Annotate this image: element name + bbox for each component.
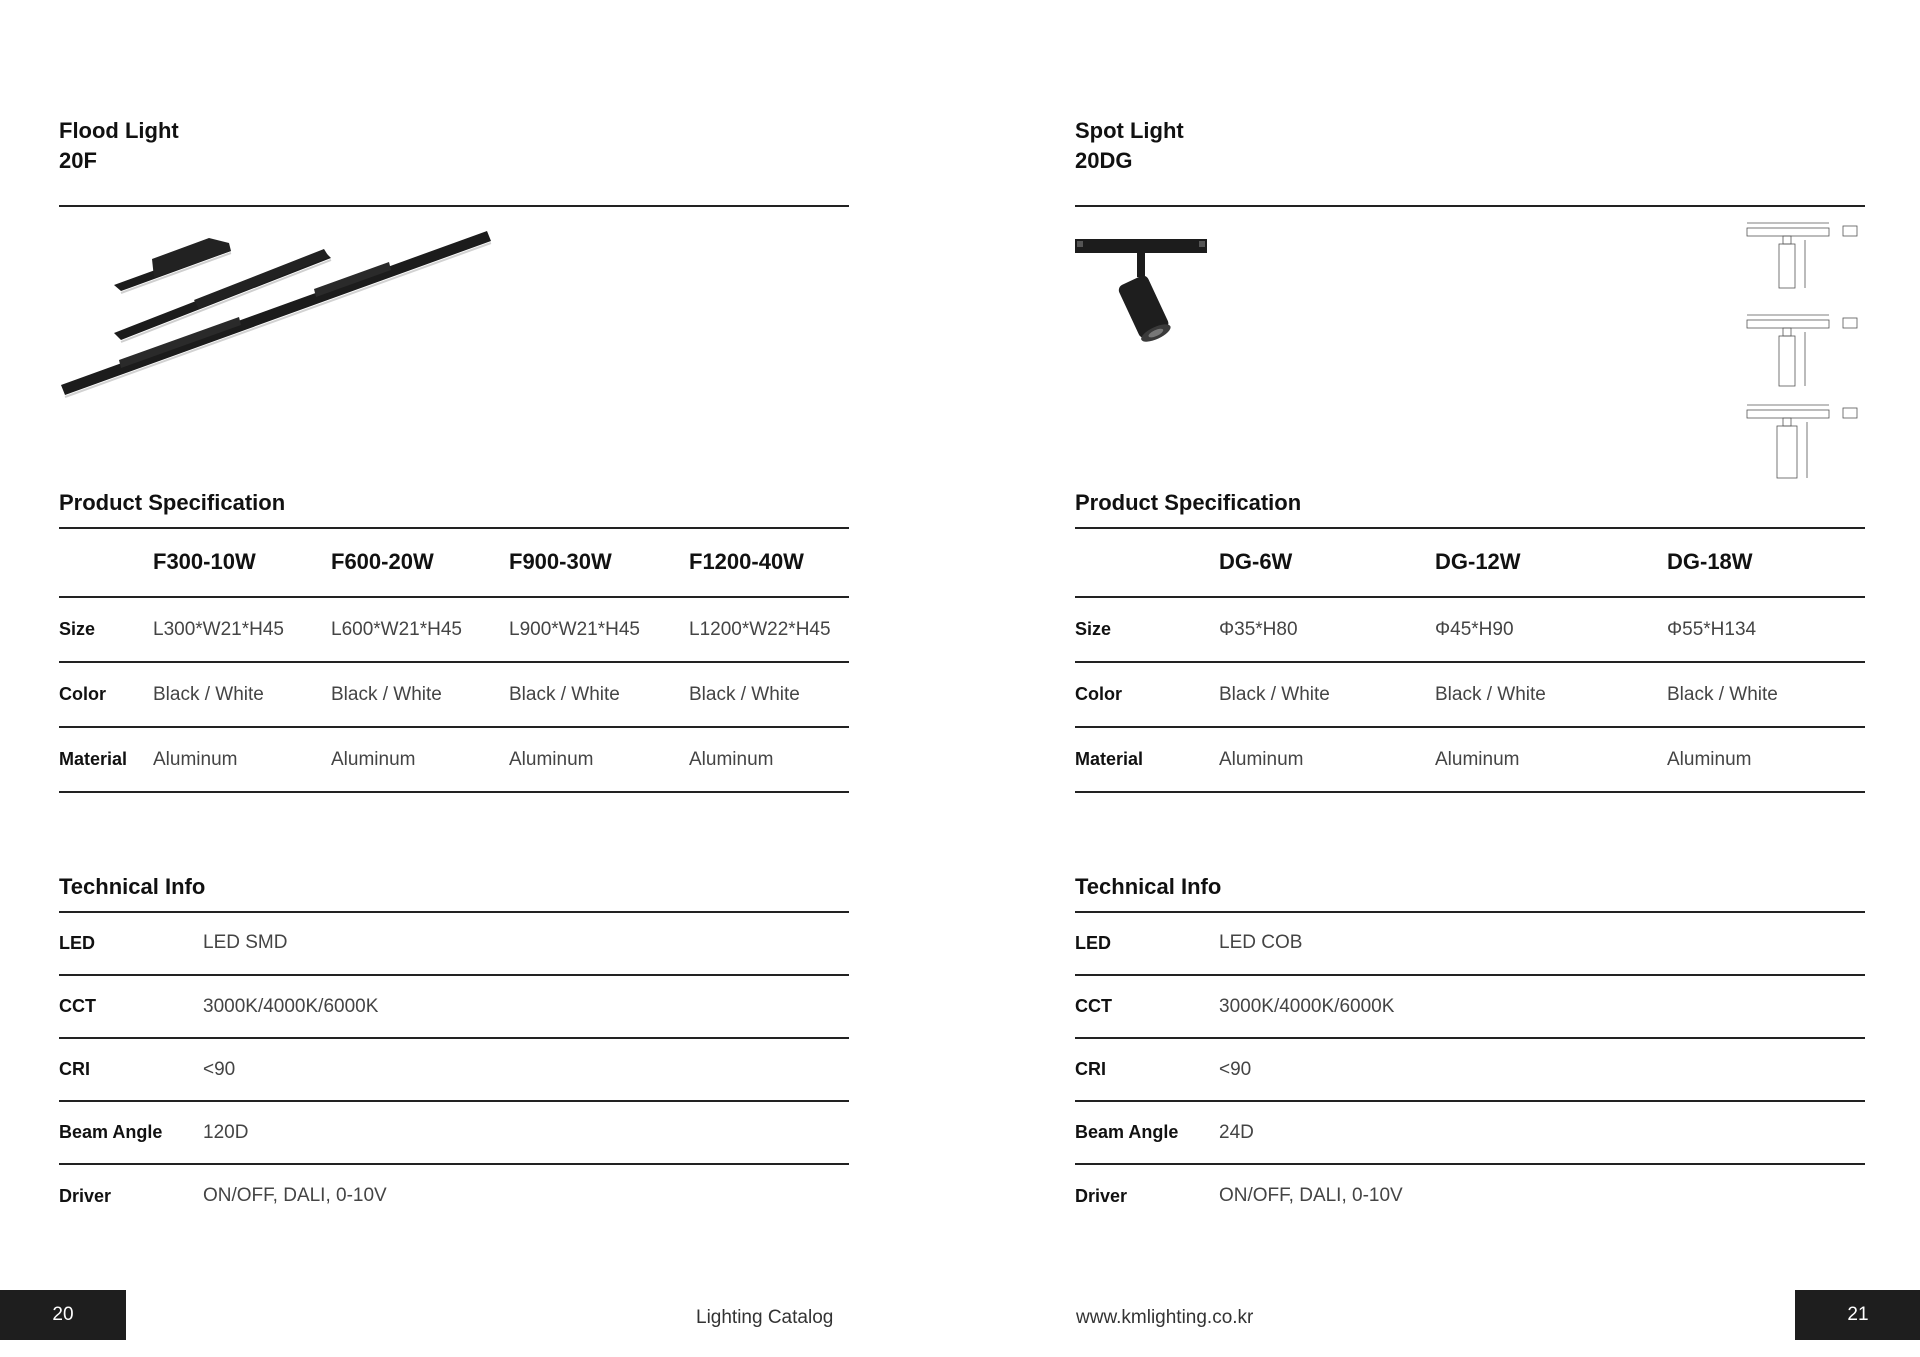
spec-cell: Aluminum bbox=[153, 748, 238, 770]
spec-header-empty bbox=[59, 527, 153, 597]
page-number-left: 20 bbox=[0, 1290, 126, 1340]
spec-row-material bbox=[59, 727, 849, 792]
spec-cell: Black / White bbox=[331, 683, 442, 705]
spec-cell: Black / White bbox=[1667, 683, 1778, 705]
tech-row-beam-angle bbox=[1075, 1101, 1865, 1164]
title-divider bbox=[59, 205, 849, 207]
technical-info-table bbox=[59, 912, 849, 1227]
tech-row-beam-angle bbox=[59, 1101, 849, 1164]
tech-row-cct bbox=[59, 975, 849, 1038]
spec-cell: Φ45*H90 bbox=[1435, 618, 1514, 640]
spec-row-label: Color bbox=[1075, 684, 1122, 704]
spec-column-header: F1200-40W bbox=[689, 548, 804, 574]
product-title bbox=[1075, 116, 1184, 176]
left-page bbox=[59, 0, 849, 1357]
spec-cell: Black / White bbox=[509, 683, 620, 705]
spec-table bbox=[59, 527, 849, 793]
tech-value: ON/OFF, DALI, 0-10V bbox=[1219, 1185, 1403, 1206]
spec-row-label: Size bbox=[59, 619, 96, 639]
spec-cell: L1200*W22*H45 bbox=[689, 618, 831, 640]
tech-row-driver bbox=[1075, 1164, 1865, 1227]
spec-cell: L600*W21*H45 bbox=[331, 618, 462, 640]
spec-cell: L300*W21*H45 bbox=[153, 618, 284, 640]
technical-info-title: Technical Info bbox=[1075, 874, 1222, 899]
tech-label: CCT bbox=[1075, 996, 1112, 1016]
product-model: 20DG bbox=[1075, 148, 1133, 173]
flood-light-product-image bbox=[59, 225, 499, 400]
spec-column-header: F600-20W bbox=[331, 548, 434, 574]
tech-value: LED SMD bbox=[203, 932, 288, 953]
tech-label: CRI bbox=[1075, 1059, 1106, 1079]
tech-value: <90 bbox=[203, 1058, 236, 1080]
tech-value: 24D bbox=[1219, 1121, 1254, 1143]
spec-column-header: DG-12W bbox=[1435, 548, 1521, 574]
tech-label: Driver bbox=[1075, 1185, 1128, 1206]
product-category: Flood Light bbox=[59, 118, 179, 143]
spot-light-product-image bbox=[1075, 235, 1225, 355]
technical-info-title: Technical Info bbox=[59, 874, 206, 899]
product-category: Spot Light bbox=[1075, 118, 1184, 143]
spec-row-label: Size bbox=[1075, 619, 1112, 639]
tech-value: 3000K/4000K/6000K bbox=[1219, 995, 1395, 1017]
spec-column-header: F900-30W bbox=[509, 548, 612, 574]
spec-column-header: DG-18W bbox=[1667, 548, 1753, 574]
spec-header-empty bbox=[1075, 527, 1219, 597]
tech-label: LED bbox=[1075, 932, 1111, 953]
tech-row-cri bbox=[59, 1038, 849, 1101]
tech-label: Beam Angle bbox=[59, 1122, 163, 1142]
spec-cell: L900*W21*H45 bbox=[509, 618, 640, 640]
spec-cell: Black / White bbox=[1435, 683, 1546, 705]
spec-cell: Aluminum bbox=[689, 748, 774, 770]
tech-row-driver bbox=[59, 1164, 849, 1227]
tech-row-led bbox=[1075, 912, 1865, 975]
title-divider bbox=[1075, 205, 1865, 207]
tech-row-cct bbox=[1075, 975, 1865, 1038]
footer-catalog-label: Lighting Catalog bbox=[696, 1307, 834, 1328]
spec-cell: Aluminum bbox=[331, 748, 416, 770]
tech-label: CCT bbox=[59, 996, 96, 1016]
spec-row-label: Material bbox=[1075, 749, 1144, 769]
spec-row-size bbox=[1075, 597, 1865, 662]
product-spec-title: Product Specification bbox=[59, 490, 286, 515]
tech-row-cri bbox=[1075, 1038, 1865, 1101]
tech-label: Beam Angle bbox=[1075, 1122, 1179, 1142]
tech-value: <90 bbox=[1219, 1058, 1252, 1080]
spec-top-divider bbox=[1075, 527, 1865, 529]
spec-table bbox=[1075, 527, 1865, 793]
spec-cell: Black / White bbox=[689, 683, 800, 705]
dimension-drawings bbox=[1745, 220, 1865, 485]
spec-column-header: DG-6W bbox=[1219, 548, 1293, 574]
product-spec-title: Product Specification bbox=[1075, 490, 1302, 515]
spec-cell: Aluminum bbox=[509, 748, 594, 770]
spec-row-size bbox=[59, 597, 849, 662]
tech-value: 120D bbox=[203, 1121, 249, 1143]
tech-value: ON/OFF, DALI, 0-10V bbox=[203, 1185, 387, 1206]
spec-row-label: Color bbox=[59, 684, 106, 704]
technical-info-table bbox=[1075, 912, 1865, 1227]
tech-value: 3000K/4000K/6000K bbox=[203, 995, 379, 1017]
spec-cell: Φ35*H80 bbox=[1219, 618, 1298, 640]
tech-value: LED COB bbox=[1219, 932, 1303, 953]
right-page bbox=[1075, 0, 1865, 1357]
spec-column-header: F300-10W bbox=[153, 548, 256, 574]
spec-header-row bbox=[1075, 527, 1865, 597]
tech-label: LED bbox=[59, 932, 95, 953]
product-model: 20F bbox=[59, 148, 97, 173]
spec-row-color bbox=[59, 662, 849, 727]
tech-label: Driver bbox=[59, 1185, 112, 1206]
spec-cell: Black / White bbox=[1219, 683, 1330, 705]
spec-row-material bbox=[1075, 727, 1865, 792]
page-number-right: 21 bbox=[1795, 1290, 1920, 1340]
tech-row-led bbox=[59, 912, 849, 975]
spec-cell: Aluminum bbox=[1667, 748, 1752, 770]
spec-cell: Φ55*H134 bbox=[1667, 618, 1757, 640]
spec-cell: Aluminum bbox=[1435, 748, 1520, 770]
spec-top-divider bbox=[59, 527, 849, 529]
spec-cell: Aluminum bbox=[1219, 748, 1304, 770]
tech-label: CRI bbox=[59, 1059, 90, 1079]
product-title bbox=[59, 116, 179, 176]
spec-row-color bbox=[1075, 662, 1865, 727]
footer-website: www.kmlighting.co.kr bbox=[1076, 1307, 1254, 1328]
spec-cell: Black / White bbox=[153, 683, 264, 705]
spec-header-row bbox=[59, 527, 849, 597]
spec-row-label: Material bbox=[59, 749, 128, 769]
